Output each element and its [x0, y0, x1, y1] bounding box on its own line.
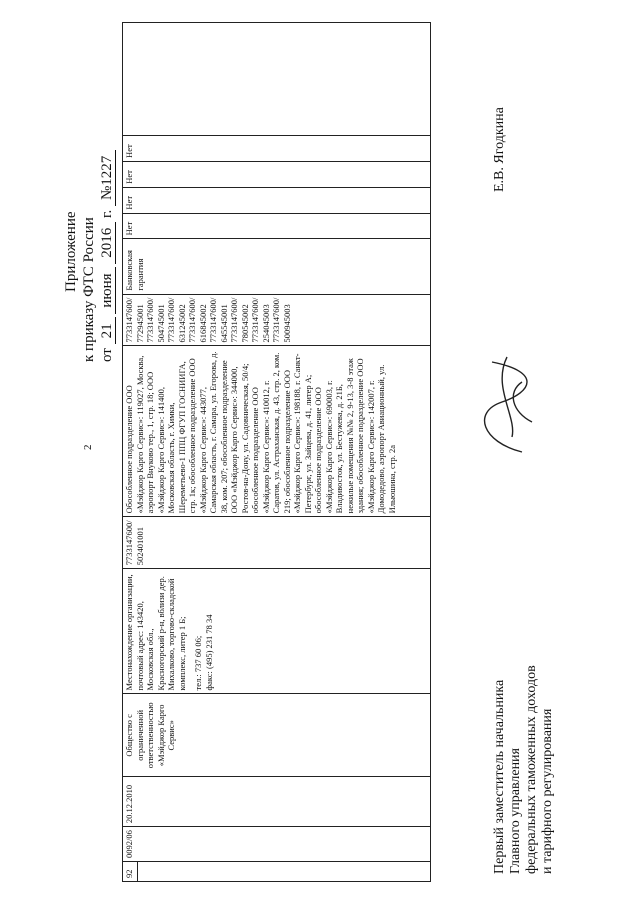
cell-inn: 7733147600/ 502401001: [123, 517, 431, 569]
tel-text: тел.: 737 60 06;: [193, 635, 203, 691]
signatory-title: [492, 665, 556, 874]
registry-table: [122, 22, 431, 882]
cell-empty: [123, 23, 431, 136]
annex-date-line: [98, 32, 116, 362]
address-text: Местонахождение организации, почтовый адрес: 143420, Московская обл., Красногорский р-н, вблизи дер. Михалково, торгово-складской комплекс, литер 1 Б;: [124, 574, 187, 691]
signatory-name: Е.В. Ягодкина: [492, 107, 507, 192]
cell-guarantee: Банковская гарантия: [123, 239, 431, 294]
table-row: [123, 23, 138, 882]
cell-reg-number: 0092/06: [123, 827, 431, 862]
cell-no-4: Нет: [123, 136, 431, 162]
annex-from: от: [99, 348, 115, 362]
rotated-page: [22, 22, 602, 882]
annex-g: г.: [99, 209, 115, 218]
page-number: 2: [82, 444, 94, 450]
annex-order-ref: к приказу ФТС России: [81, 217, 97, 362]
cell-date: 20.12.2010: [123, 777, 431, 827]
cell-index-empty: [138, 862, 431, 882]
signatory-line-2: Главного управления: [508, 748, 523, 874]
signatory-line-3: федеральных таможенных доходов: [524, 665, 539, 874]
annex-year: 2016: [99, 222, 116, 264]
cell-branch-inns: 7733147600/ 772945001 7733147600/ 504745001 7733147600/ 631245002 7733147600/ 616845002 7733147600/ 645545001 7733147600/ 780545002 7733147600/ 254045003 7733147600/ 500945003: [123, 294, 431, 346]
cell-org-name: Общество с ограниченной ответственностью «Мэйджор Карго Сервис»: [123, 694, 431, 777]
annex-month: июня: [99, 267, 116, 313]
signatory-line-4: и тарифного регулирования: [540, 708, 555, 874]
cell-index: 92: [123, 862, 138, 882]
fax-text: факс: (495) 231 78 34: [203, 614, 214, 691]
cell-no-1: Нет: [123, 213, 431, 239]
annex-day: 21: [99, 317, 116, 344]
annex-header: [62, 32, 116, 362]
cell-no-2: Нет: [123, 187, 431, 213]
signatory-line-1: Первый заместитель начальника: [492, 679, 507, 874]
annex-title: Приложение: [63, 211, 79, 292]
cell-no-3: Нет: [123, 161, 431, 187]
cell-address: [123, 569, 431, 694]
annex-number: №1227: [99, 150, 116, 206]
handwritten-signature: [462, 342, 552, 462]
cell-branches: Обособленное подразделение ООО «Мэйджор Карго Сервис»: 119027, Москва, аэропорт Внуково тер., 1, стр. 18; ООО «Мэйджор Карго Сервис»: 141400, Московская область, г. Химки, Шереметьево-1 ППЦ ФГУП ГОСНИИГА, стр. 1к; обособленное подразделение ООО «Мэйджор Карго Сервис»: 443077, Самарская область, г. Самара, ул. Егорова, д. 38, ком. 207; обособленное подразделение ООО «Мэйджор Карго Сервис»: 344000, Ростов-на-Дону, ул. Садовническая, 50/4; обособленное подразделение ООО «Мэйджор Карго Сервис»: 410012, г. Саратов, ул. Астраханская, д. 43, стр. 2, ком. 219; обособленное подразделение ООО «Мэйджор Карго Сервис»: 198188, г. Санкт-Петербург, ул. Зайцева, д. 41, литер А; обособленное подразделение ООО «Мэйджор Карго Сервис»: 690003, г. Владивосток, ул. Бестужева, д. 21Б, нежилые помещения №№ 2, 9-13, 3-8 этаж здания; обособленное подразделение ООО «Мэйджор Карго Сервис»: 142007, г. Домодедово, аэропорт Авиационный, ул. Ильюшина, стр. 2а: [123, 346, 431, 517]
